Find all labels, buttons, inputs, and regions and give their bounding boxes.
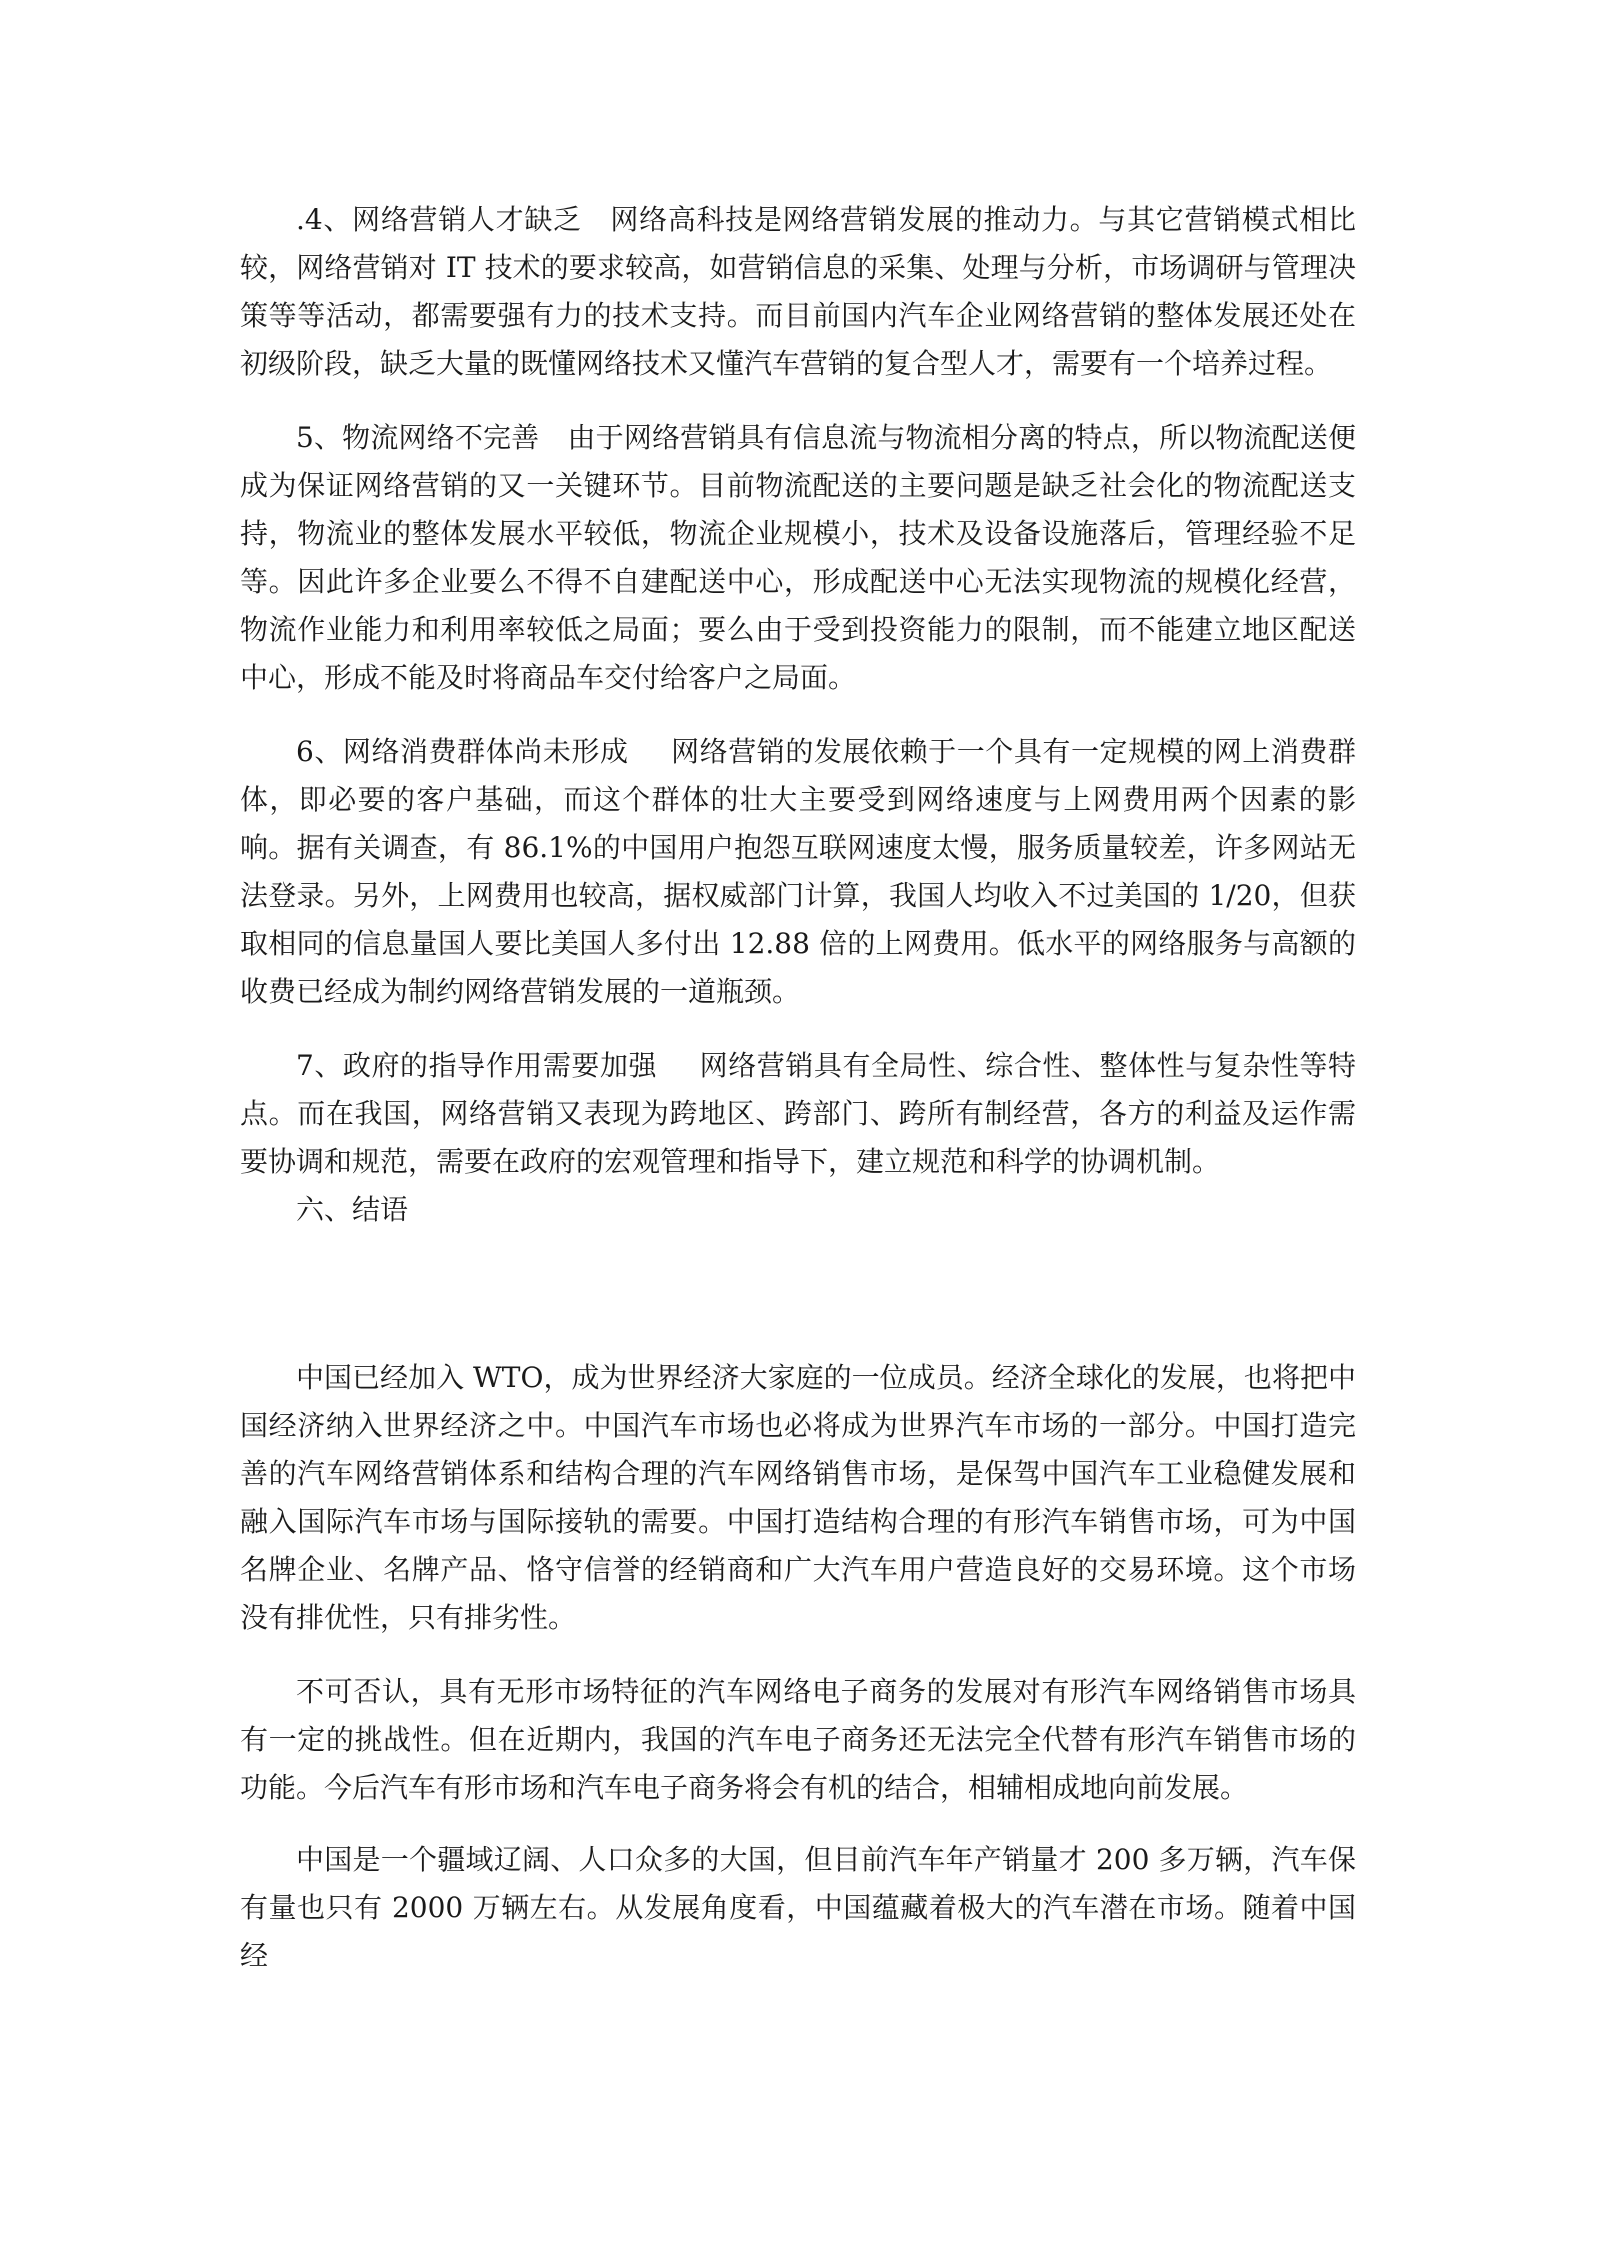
paragraph-logistics: [240, 414, 1356, 702]
paragraph-body: 网络营销的发展依赖于一个具有一定规模的网上消费群体，即必要的客户基础，而这个群体的壮大主要受到网络速度与上网费用两个因素的影响。据有关调查，有 86.1%的中国用户抱怨互联网速度太慢，服务质量较差，许多网站无法登录。另外，上网费用也较高，据权威部门计算，我国人均收入不过美国的 1/20，但获取相同的信息量国人要比美国人多付出 12.88 倍的上网费用。低水平的网络服务与高额的收费已经成为制约网络营销发展的一道瓶颈。: [240, 735, 1356, 1008]
conclusion-paragraph: 不可否认，具有无形市场特征的汽车网络电子商务的发展对有形汽车网络销售市场具有一定的挑战性。但在近期内，我国的汽车电子商务还无法完全代替有形汽车销售市场的功能。今后汽车有形市场和汽车电子商务将会有机的结合，相辅相成地向前发展。: [240, 1675, 1356, 1804]
paragraph-government: [240, 1042, 1356, 1186]
paragraph-lead: 7、政府的指导作用需要加强: [296, 1049, 658, 1082]
conclusion-paragraph: 中国是一个疆域辽阔、人口众多的大国，但目前汽车年产销量才 200 多万辆，汽车保有量也只有 2000 万辆左右。从发展角度看，中国蕴藏着极大的汽车潜在市场。随着中国经: [240, 1843, 1356, 1972]
paragraph-lead: 5、物流网络不完善: [296, 421, 540, 454]
document-page: [240, 196, 1356, 1980]
paragraph-talent-shortage: [240, 196, 1356, 388]
paragraph-body: 由于网络营销具有信息流与物流相分离的特点，所以物流配送便成为保证网络营销的又一关键环节。目前物流配送的主要问题是缺乏社会化的物流配送支持，物流业的整体发展水平较低，物流企业规模小，技术及设备设施落后，管理经验不足等。因此许多企业要么不得不自建配送中心，形成配送中心无法实现物流的规模化经营，物流作业能力和利用率较低之局面；要么由于受到投资能力的限制，而不能建立地区配送中心，形成不能及时将商品车交付给客户之局面。: [240, 421, 1356, 694]
paragraph-consumers: [240, 728, 1356, 1016]
paragraph-body: 网络营销具有全局性、综合性、整体性与复杂性等特点。而在我国，网络营销又表现为跨地区、跨部门、跨所有制经营，各方的利益及运作需要协调和规范，需要在政府的宏观管理和指导下，建立规范和科学的协调机制。: [240, 1049, 1356, 1178]
paragraph-lead: .4、网络营销人才缺乏: [296, 203, 582, 236]
conclusion-paragraph: 中国已经加入 WTO，成为世界经济大家庭的一位成员。经济全球化的发展，也将把中国经济纳入世界经济之中。中国汽车市场也必将成为世界汽车市场的一部分。中国打造完善的汽车网络营销体系和结构合理的汽车网络销售市场，是保驾中国汽车工业稳健发展和融入国际汽车市场与国际接轨的需要。中国打造结构合理的有形汽车销售市场，可为中国名牌企业、名牌产品、恪守信誉的经销商和广大汽车用户营造良好的交易环境。这个市场没有排优性，只有排劣性。: [240, 1361, 1356, 1634]
section-heading: 六、结语: [296, 1193, 409, 1226]
paragraph-lead: 6、网络消费群体尚未形成: [296, 735, 629, 768]
paragraph-body: 网络高科技是网络营销发展的推动力。与其它营销模式相比较，网络营销对 IT 技术的要求较高，如营销信息的采集、处理与分析，市场调研与管理决策等等活动，都需要强有力的技术支持。而目前国内汽车企业网络营销的整体发展还处在初级阶段，缺乏大量的既懂网络技术又懂汽车营销的复合型人才，需要有一个培养过程。: [240, 203, 1356, 380]
